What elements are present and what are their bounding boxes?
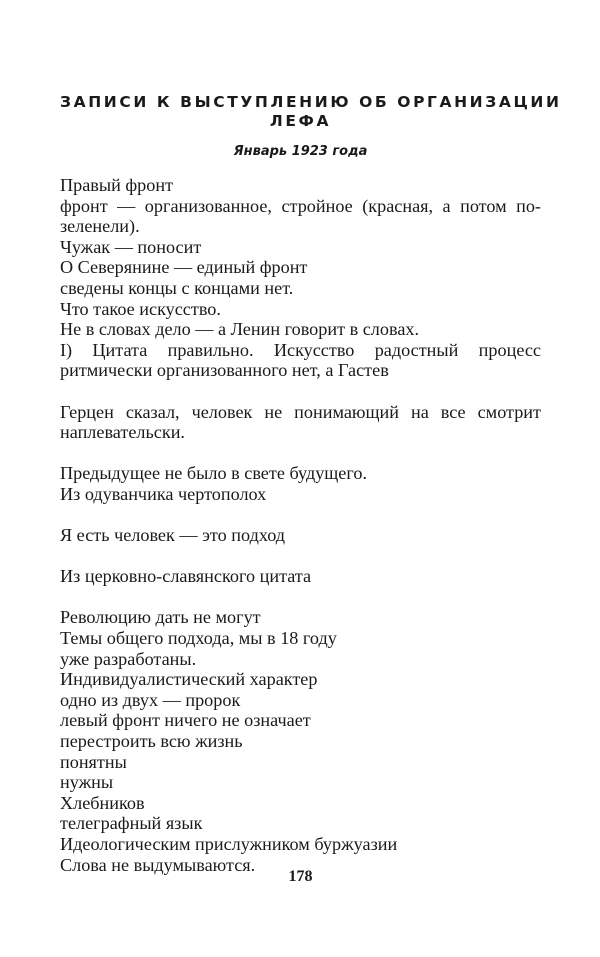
text-line: наплевательски. — [60, 422, 185, 443]
paragraph-block — [60, 463, 541, 504]
text-line: I) Цитата правильно. Искусство радостный процесс — [60, 339, 541, 360]
document-title — [60, 93, 562, 131]
text-line: Из церковно-славянского цитата — [60, 566, 312, 587]
title-line-1: ЗАПИСИ К ВЫСТУПЛЕНИЮ ОБ ОРГАНИЗАЦИИ — [60, 93, 562, 111]
text-line: Революцию дать не могут — [60, 607, 261, 628]
paragraph-spacer — [60, 443, 541, 464]
text-line: зеленели). — [60, 216, 140, 237]
page-number: 178 — [288, 868, 313, 885]
title-line-2: ЛЕФА — [269, 112, 332, 130]
text-line: Хлебников — [60, 792, 145, 813]
text-line: О Северянине — единый фронт — [60, 257, 308, 278]
text-line: сведены концы с концами нет. — [60, 277, 294, 298]
text-line: одно из двух — пророк — [60, 689, 241, 710]
text-line: левый фронт ничего не означает — [60, 710, 311, 731]
text-line: Слова не выдумываются. — [60, 854, 256, 875]
paragraph-block — [60, 175, 541, 381]
paragraph-block — [60, 566, 541, 587]
paragraph-spacer — [60, 546, 541, 567]
paragraph-block — [60, 607, 541, 875]
document-date: Январь 1923 года — [233, 144, 368, 159]
text-line: Не в словах дело — а Ленин говорит в словах. — [60, 319, 420, 340]
text-line: ритмически организованного нет, а Гастев — [60, 360, 389, 381]
text-line: Я есть человек — это подход — [60, 525, 286, 546]
text-line: Герцен сказал, человек не понимающий на все смотрит — [60, 401, 541, 422]
document-body — [60, 175, 541, 875]
text-line: Идеологическим прислужником буржуазии — [60, 834, 398, 854]
text-line: нужны — [60, 772, 114, 793]
paragraph-spacer — [60, 587, 541, 608]
paragraph-spacer — [60, 381, 541, 402]
paragraph-spacer — [60, 505, 541, 526]
text-line: перестроить всю жизнь — [60, 731, 243, 752]
paragraph-block — [60, 402, 541, 443]
text-line: Предыдущее не было в свете будущего. — [60, 463, 368, 484]
text-line: Чужак — поносит — [60, 236, 202, 257]
text-line: фронт — организованное, стройное (красная, а потом по- — [60, 195, 541, 216]
paragraph-block — [60, 525, 541, 546]
text-line: телеграфный язык — [60, 813, 203, 834]
text-line: Темы общего подхода, мы в 18 году — [60, 628, 337, 649]
text-line: Индивидуалистический характер — [60, 669, 318, 690]
text-line: уже разработаны. — [60, 648, 197, 669]
text-line: Правый фронт — [60, 175, 174, 195]
text-line: Что такое искусство. — [60, 298, 221, 319]
text-line: Из одуванчика чертополох — [60, 483, 267, 504]
text-line: понятны — [60, 751, 127, 772]
